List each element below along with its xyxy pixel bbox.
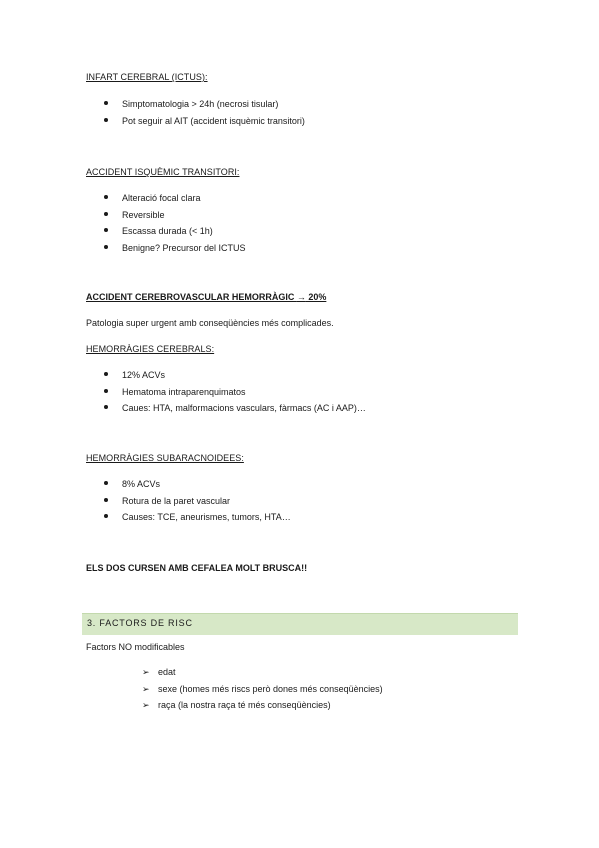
subaracnoidees-list [0,478,291,528]
list-item-text: Hematoma intraparenquimatos [122,386,246,397]
list-item-text: Causes: TCE, aneurismes, tumors, HTA… [122,512,291,522]
bullet-dot-icon [104,498,108,502]
hemorragic-percent: 20% [305,292,327,302]
list-item-text: 12% ACVs [122,370,166,380]
list-item [0,683,383,700]
hemorragic-description: Patologia super urgent amb conseqüències més complicades. [86,318,334,328]
arrow-bullet-icon: ➢ [142,683,150,694]
hemorragic-heading [86,292,326,302]
list-item [0,242,246,259]
infart-list [0,98,305,131]
infart-heading: INFART CEREBRAL (ICTUS): [86,72,208,82]
bullet-dot-icon [104,118,108,122]
arrow-bullet-icon: ➢ [142,667,150,677]
bullet-dot-icon [104,372,108,376]
cerebrals-list [0,369,366,419]
list-item-text: Rotura de la paret vascular [122,495,231,506]
bullet-dot-icon [104,101,108,105]
list-item [0,369,366,386]
list-item [0,478,291,495]
list-item [0,495,291,512]
list-item [0,511,291,528]
list-item [0,98,305,115]
bullet-dot-icon [104,389,108,393]
list-item-text: Alteració focal clara [122,193,201,203]
list-item [0,666,383,683]
ait-list [0,192,246,258]
list-item-text: Pot seguir al AIT (accident isquèmic transitori) [122,115,305,126]
arrow-bullet-icon: ➢ [142,700,150,710]
cerebrals-heading: HEMORRÀGIES CEREBRALS: [86,344,215,354]
bullet-dot-icon [104,514,108,518]
list-item-text: sexe (homes més riscs però dones més conseqüències) [158,683,383,694]
bullet-dot-icon [104,228,108,232]
factors-list [0,666,383,716]
hemorragic-heading-text: ACCIDENT CEREBROVASCULAR HEMORRÀGIC [86,292,297,302]
bullet-dot-icon [104,212,108,216]
section-header-bar [82,613,518,635]
list-item-text: Reversible [122,209,165,220]
list-item [0,402,366,419]
cefalea-note: ELS DOS CURSEN AMB CEFALEA MOLT BRUSCA!! [86,563,308,573]
list-item [0,115,305,132]
bullet-dot-icon [104,245,108,249]
list-item [0,225,246,242]
bullet-dot-icon [104,195,108,199]
list-item-text: Benigne? Precursor del ICTUS [122,242,246,253]
list-item-text: 8% ACVs [122,479,161,489]
list-item-text: Simptomatologia > 24h (necrosi tisular) [122,99,279,109]
list-item [0,192,246,209]
ait-heading: ACCIDENT ISQUÈMIC TRANSITORI: [86,167,240,177]
list-item-text: Caues: HTA, malformacions vasculars, fàrmacs (AC i AAP)… [122,403,366,413]
list-item-text: raça (la nostra raça té més conseqüències) [158,700,331,710]
section-title: 3. FACTORS DE RISC [87,618,193,628]
right-arrow-icon: → [296,292,306,302]
list-item-text: edat [158,667,176,677]
list-item [0,209,246,226]
subaracnoidees-heading: HEMORRÀGIES SUBARACNOIDEES: [86,453,244,463]
section-subtitle: Factors NO modificables [86,642,185,652]
list-item-text: Escassa durada (< 1h) [122,226,213,236]
list-item [0,386,366,403]
bullet-dot-icon [104,405,108,409]
bullet-dot-icon [104,481,108,485]
list-item [0,699,383,716]
